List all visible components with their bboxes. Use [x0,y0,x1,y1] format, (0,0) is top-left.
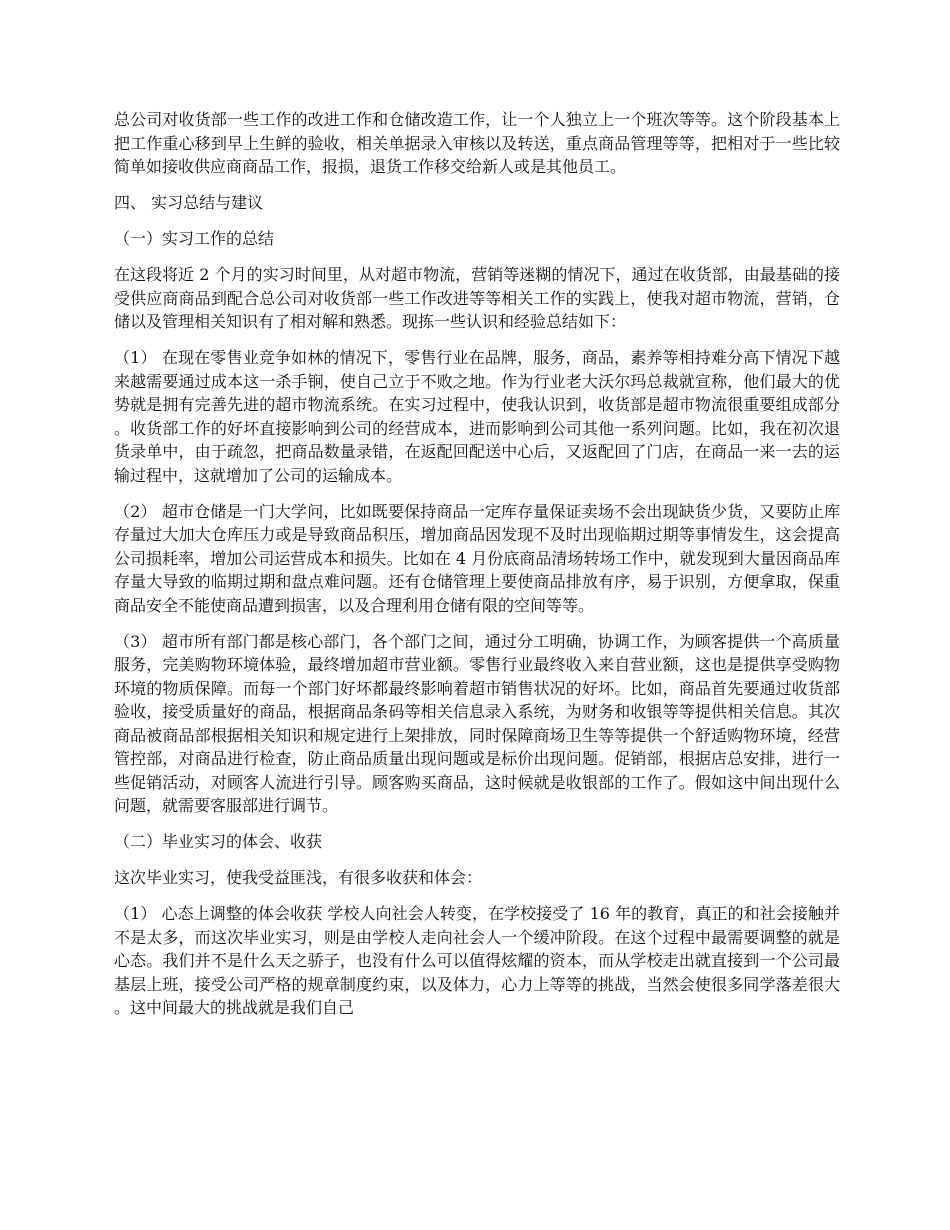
paragraph-intro: 总公司对收货部一些工作的改进工作和仓储改造工作，让一个人独立上一个班次等等。这个阶段基本上把工作重心移到早上生鲜的验收，相关单据录入审核以及转送，重点商品管理等等，把相对于一些比较简单如接收供应商商品工作，报损，退货工作移交给新人或是其他员工。 [114,110,840,176]
document-page [114,108,840,1032]
paragraph-point-1: （1） 在现在零售业竞争如林的情况下，零售行业在品牌，服务，商品，素养等相持难分高下情况下越来越需要通过成本这一杀手锏，使自己立于不败之地。作为行业老大沃尔玛总裁就宣称，他们最大的优势就是拥有完善先进的超市物流系统。在实习过程中，使我认识到，收货部是超市物流很重要组成部分。收货部工作的好坏直接影响到公司的经营成本，进而影响到公司其他一系列问题。比如，我在初次退货录单中，由于疏忽，把商品数量录错，在返配回配送中心后，又返配回了门店，在商品一来一去的运输过程中，这就增加了公司的运输成本。 [114,348,840,485]
paragraph-experience-point-1: （1） 心态上调整的体会收获 学校人向社会人转变，在学校接受了 16 年的教育，真正的和社会接触并不是太多，而这次毕业实习，则是由学校人走向社会人一个缓冲阶段。在这个过程中最需要调整的就是心态。我们并不是什么天之骄子，也没有什么可以值得炫耀的资本，而从学校走出就直接到一个公司最基层上班，接受公司严格的规章制度约束，以及体力，心力上等等的挑战，当然会使很多同学落差很大。这中间最大的挑战就是我们自己 [114,904,840,1017]
paragraph-point-3: （3） 超市所有部门都是核心部门，各个部门之间，通过分工明确，协调工作，为顾客提供一个高质量服务，完美购物环境体验，最终增加超市营业额。零售行业最终收入来自营业额，这也是提供享受购物环境的物质保障。而每一个部门好坏都最终影响着超市销售状况的好坏。比如，商品首先要通过收货部验收，接受质量好的商品，根据商品条码等相关信息录入系统，为财务和收银等等提供相关信息。其次商品被商品部根据相关知识和规定进行上架排放，同时保障商场卫生等等提供一个舒适购物环境，经营管控部，对商品进行检查，防止商品质量出现问题或是标价出现问题。促销部，根据店总安排，进行一些促销活动，对顾客人流进行引导。顾客购买商品，这时候就是收银部的工作了。假如这中间出现什么问题，就需要客服部进行调节。 [114,631,840,815]
paragraph-overview: 在这段将近 2 个月的实习时间里，从对超市物流，营销等迷糊的情况下，通过在收货部，由最基础的接受供应商商品到配合总公司对收货部一些工作改进等等相关工作的实践上，使我对超市物流，营销，仓储以及管理相关知识有了相对解和熟悉。现拣一些认识和经验总结如下： [114,265,840,331]
subsection-heading-work-summary: （一）实习工作的总结 [114,229,275,248]
subsection-heading-experience: （二）毕业实习的体会、收获 [114,832,323,851]
paragraph-experience-intro: 这次毕业实习，使我受益匪浅，有很多收获和体会： [114,868,483,887]
paragraph-point-2: （2） 超市仓储是一门大学问，比如既要保持商品一定库存量保证卖场不会出现缺货少货，又要防止库存量过大加大仓库压力或是导致商品积压，增加商品因发现不及时出现临期过期等事情发生，这会提高公司损耗率，增加公司运营成本和损失。比如在 4 月份底商品清场转场工作中，就发现到大量因商品库存量大导致的临期过期和盘点难问题。还有仓储管理上要使商品排放有序，易于识别，方便拿取，保重商品安全不能使商品遭到损害，以及合理利用仓储有限的空间等等。 [114,501,840,615]
section-heading-summary: 四、 实习总结与建议 [114,193,264,212]
